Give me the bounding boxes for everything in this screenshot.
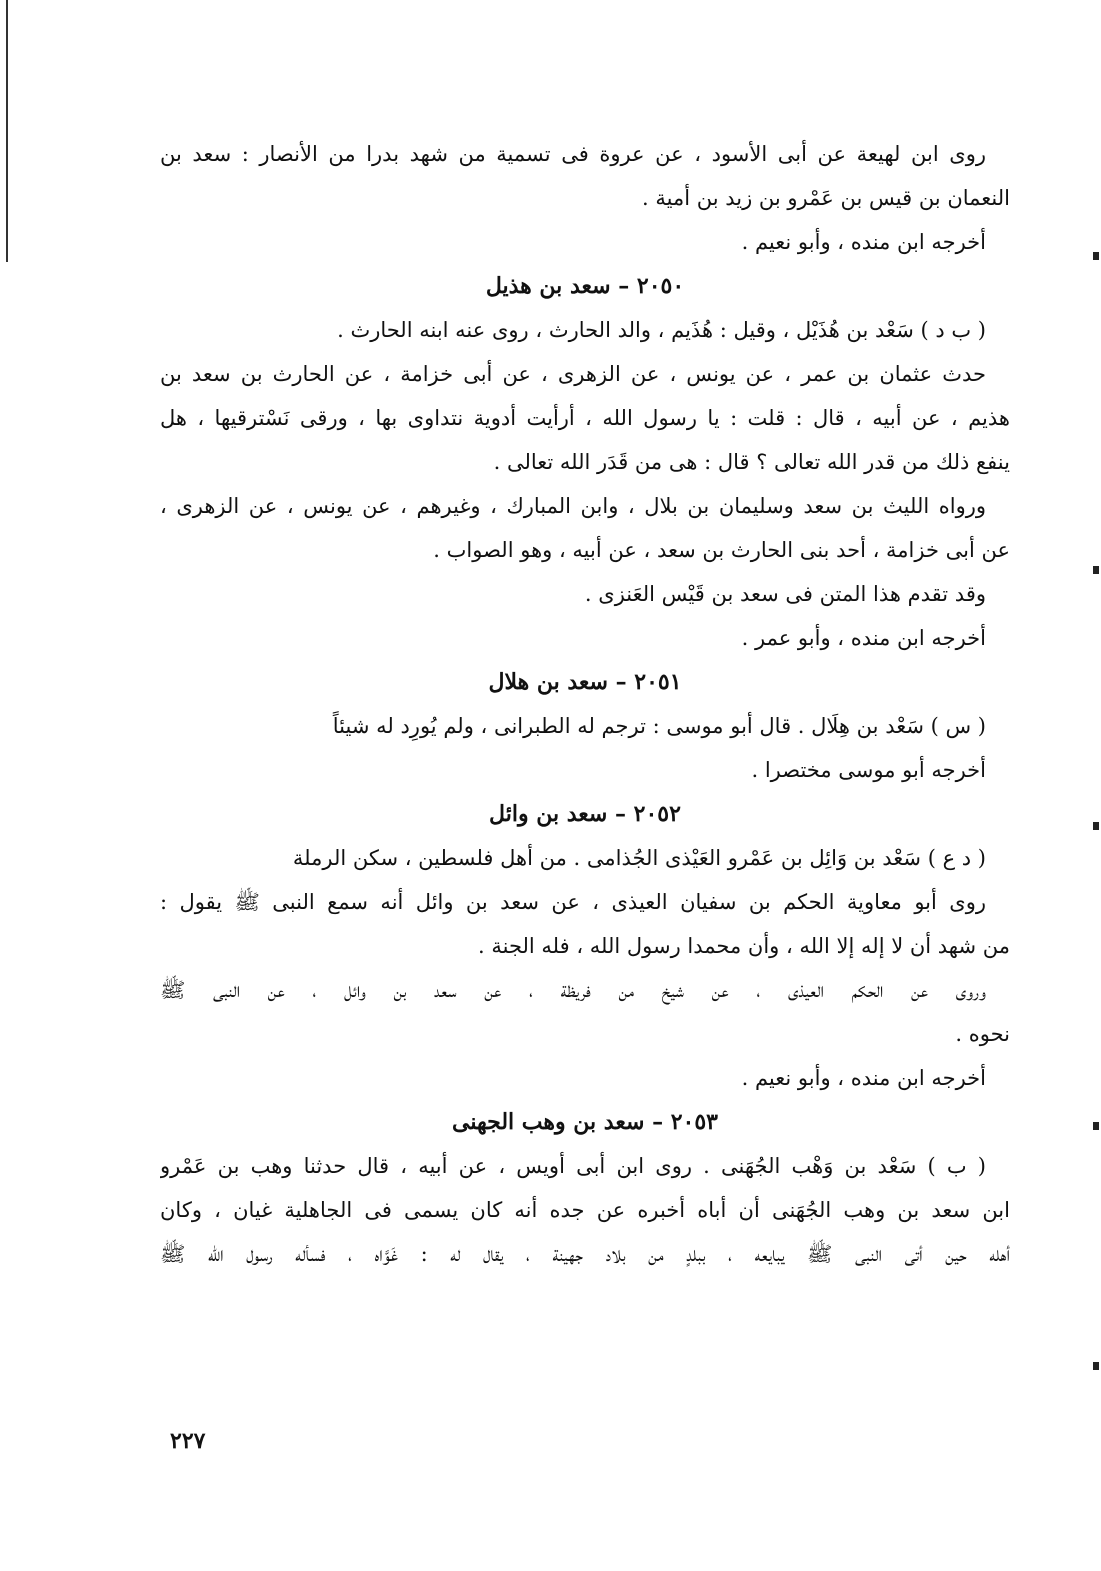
text-line: ابن سعد بن وهب الجُهَنى أن أباه أخبره عن جده أنه كان يسمى فى الجاهلية غيان ، وكان	[160, 1198, 1010, 1222]
text-line: ( ب د ) سَعْد بن هُذَيْل ، وقيل : هُذَيم ، والد الحارث ، روى عنه ابنه الحارث .	[337, 318, 986, 342]
entry-heading: ٢٠٥٣ – سعد بن وهب الجهنى	[452, 1109, 718, 1135]
text-line: حدث عثمان بن عمر ، عن يونس ، عن الزهرى ، عن أبى خزامة ، عن الحارث بن سعد بن	[160, 362, 986, 386]
entry-heading: ٢٠٥٠ – سعد بن هذيل	[485, 273, 685, 299]
text-line: أخرجه ابن منده ، وأبو نعيم .	[741, 1066, 986, 1090]
text-line: ( س ) سَعْد بن هِلَال . قال أبو موسى : ترجم له الطبرانى ، ولم يُورِد له شيئاً	[332, 714, 986, 738]
text-line: أخرجه ابن منده ، وأبو عمر .	[741, 626, 986, 650]
entry-heading: ٢٠٥٢ – سعد بن وائل	[489, 801, 681, 827]
margin-mark	[1093, 566, 1099, 574]
text-line: روى ابن لهيعة عن أبى الأسود ، عن عروة فى تسمية من شهد بدرا من الأنصار : سعد بن	[160, 142, 986, 166]
text-line: نحوه .	[955, 1022, 1010, 1046]
text-line: ورواه الليث بن سعد وسليمان بن بلال ، وابن المبارك ، وغيرهم ، عن يونس ، عن الزهرى ،	[160, 494, 986, 518]
text-line: من شهد أن لا إله إلا الله ، وأن محمدا رسول الله ، فله الجنة .	[478, 934, 1010, 958]
text-line: ( د ع ) سَعْد بن وَائِل بن عَمْرو العَيْذى الجُذامى . من أهل فلسطين ، سكن الرملة	[292, 846, 986, 870]
page-body	[160, 132, 1010, 1276]
text-line: أهله حين أتى النبى ﷺ يبايعه ، ببلدٍ من بلاد جهينة ، يقال له : غَوَّاه ، فسأله رسول الله ﷺ	[160, 1242, 1010, 1266]
text-line: وقد تقدم هذا المتن فى سعد بن قَيْس العَنزى .	[584, 582, 986, 606]
margin-mark	[1093, 252, 1099, 260]
text-line: عن أبى خزامة ، أحد بنى الحارث بن سعد ، عن أبيه ، وهو الصواب .	[433, 538, 1010, 562]
margin-mark	[1093, 1122, 1099, 1130]
margin-mark	[1093, 822, 1099, 830]
text-line: ينفع ذلك من قدر الله تعالى ؟ قال : هى من قَدَر الله تعالى .	[493, 450, 1010, 474]
text-line: أخرجه ابن منده ، وأبو نعيم .	[741, 230, 986, 254]
text-line: وروى عن الحكم العيذى ، عن شيخ من فريظة ، عن سعد بن وائل ، عن النبى ﷺ	[160, 978, 986, 1002]
text-line: هذيم ، عن أبيه ، قال : قلت : يا رسول الله ، أرأيت أدوية نتداوى بها ، ورقى نَسْترقيها ، هل	[160, 406, 1010, 430]
text-line: النعمان بن قيس بن عَمْرو بن زيد بن أمية .	[642, 186, 1010, 210]
text-line: ( ب ) سَعْد بن وَهْب الجُهَنى . روى ابن أبى أويس ، عن أبيه ، قال حدثنا وهب بن عَمْرو	[160, 1154, 986, 1178]
entry-heading: ٢٠٥١ – سعد بن هلال	[488, 669, 682, 695]
text-line: روى أبو معاوية الحكم بن سفيان العيذى ، عن سعد بن وائل أنه سمع النبى ﷺ يقول :	[160, 890, 986, 914]
page-number: ٢٢٧	[170, 1428, 206, 1454]
text-line: أخرجه أبو موسى مختصرا .	[751, 758, 986, 782]
margin-mark	[1093, 1362, 1099, 1370]
page-edge-line	[6, 0, 8, 262]
